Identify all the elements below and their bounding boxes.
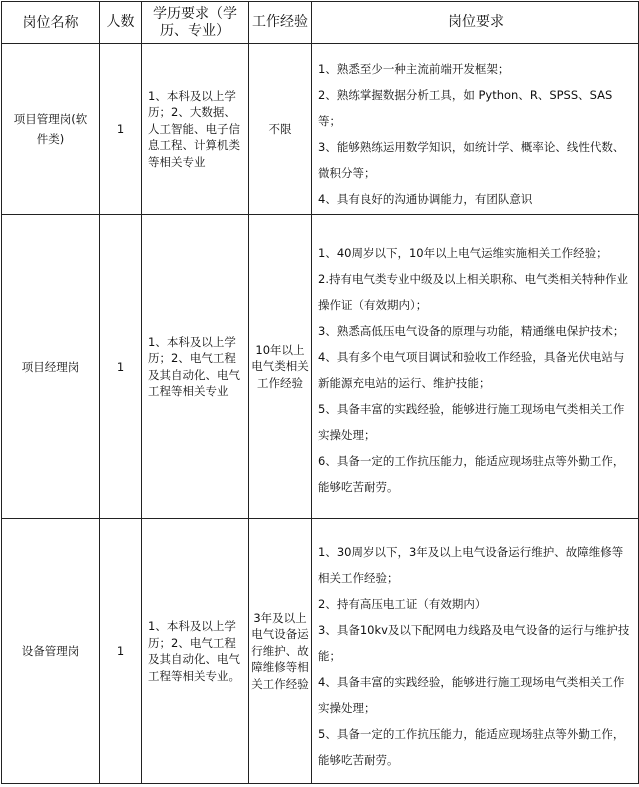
- requirements-cell: [312, 44, 639, 215]
- position-cell: 项目经理岗: [2, 215, 100, 519]
- count-cell: 1: [100, 519, 142, 784]
- requirement-item: 4、具有良好的沟通协调能力，有团队意识: [318, 192, 533, 206]
- requirement-item: 1、30周岁以下，3年及以上电气设备运行维护、故障维修等相关工作经验；: [318, 545, 624, 585]
- table-row: [2, 215, 639, 519]
- requirement-item: 3、具备10kv及以下配网电力线路及电气设备的运行与维护技能；: [318, 623, 630, 663]
- requirement-item: 4、具有多个电气项目调试和验收工作经验，具备光伏电站与新能源充电站的运行、维护技能；: [318, 349, 625, 390]
- header-count: 人数: [100, 2, 142, 44]
- experience-cell: 10年以上电气类相关工作经验: [249, 215, 312, 519]
- education-cell: 1、本科及以上学历；2、电气工程及其自动化、电气工程等相关专业: [142, 215, 249, 519]
- requirement-item: 2.持有电气类专业中级及以上相关职称、电气类相关特种作业操作证（有效期内）；: [318, 271, 628, 312]
- requirement-item: 4、具备丰富的实践经验，能够进行施工现场电气类相关工作实操处理；: [318, 675, 625, 715]
- requirement-item: 1、40周岁以下，10年以上电气运维实施相关工作经验；: [318, 245, 608, 260]
- header-experience: 工作经验: [249, 2, 312, 44]
- position-cell: 设备管理岗: [2, 519, 100, 784]
- education-cell: 1、本科及以上学历；2、电气工程及其自动化、电气工程等相关专业。: [142, 519, 249, 784]
- requirements-cell: [312, 215, 639, 519]
- header-education: 学历要求（学历、专业）: [142, 2, 249, 44]
- experience-cell: 不限: [249, 44, 312, 215]
- job-requirements-table: [1, 1, 639, 784]
- header-requirements: 岗位要求: [312, 2, 639, 44]
- table-row: [2, 519, 639, 784]
- requirement-item: 3、熟悉高低压电气设备的原理与功能，精通继电保护技术；: [318, 323, 625, 338]
- requirement-item: 2、熟练掌握数据分析工具，如 Python、R、SPSS、SAS 等；: [318, 88, 613, 128]
- position-cell: 项目管理岗(软件类): [2, 44, 100, 215]
- requirement-item: 2、持有高压电工证（有效期内）: [318, 597, 487, 611]
- experience-cell: 3年及以上电气设备运行维护、故障维修等相关工作经验: [249, 519, 312, 784]
- header-position: 岗位名称: [2, 2, 100, 44]
- requirement-item: 5、具备一定的工作抗压能力，能适应现场驻点等外勤工作，能够吃苦耐劳。: [318, 727, 625, 767]
- requirement-item: 1、熟悉至少一种主流前端开发框架；: [318, 62, 510, 76]
- count-cell: 1: [100, 215, 142, 519]
- requirement-item: 5、具备丰富的实践经验，能够进行施工现场电气类相关工作实操处理；: [318, 401, 625, 442]
- requirement-item: 3、能够熟练运用数学知识，如统计学、概率论、线性代数、微积分等；: [318, 140, 625, 180]
- header-row: [2, 2, 639, 44]
- requirement-item: 6、具备一定的工作抗压能力，能适应现场驻点等外勤工作，能够吃苦耐劳。: [318, 453, 625, 494]
- table-row: [2, 44, 639, 215]
- education-cell: 1、本科及以上学历；2、大数据、人工智能、电子信息工程、计算机类等相关专业: [142, 44, 249, 215]
- requirements-cell: [312, 519, 639, 784]
- count-cell: 1: [100, 44, 142, 215]
